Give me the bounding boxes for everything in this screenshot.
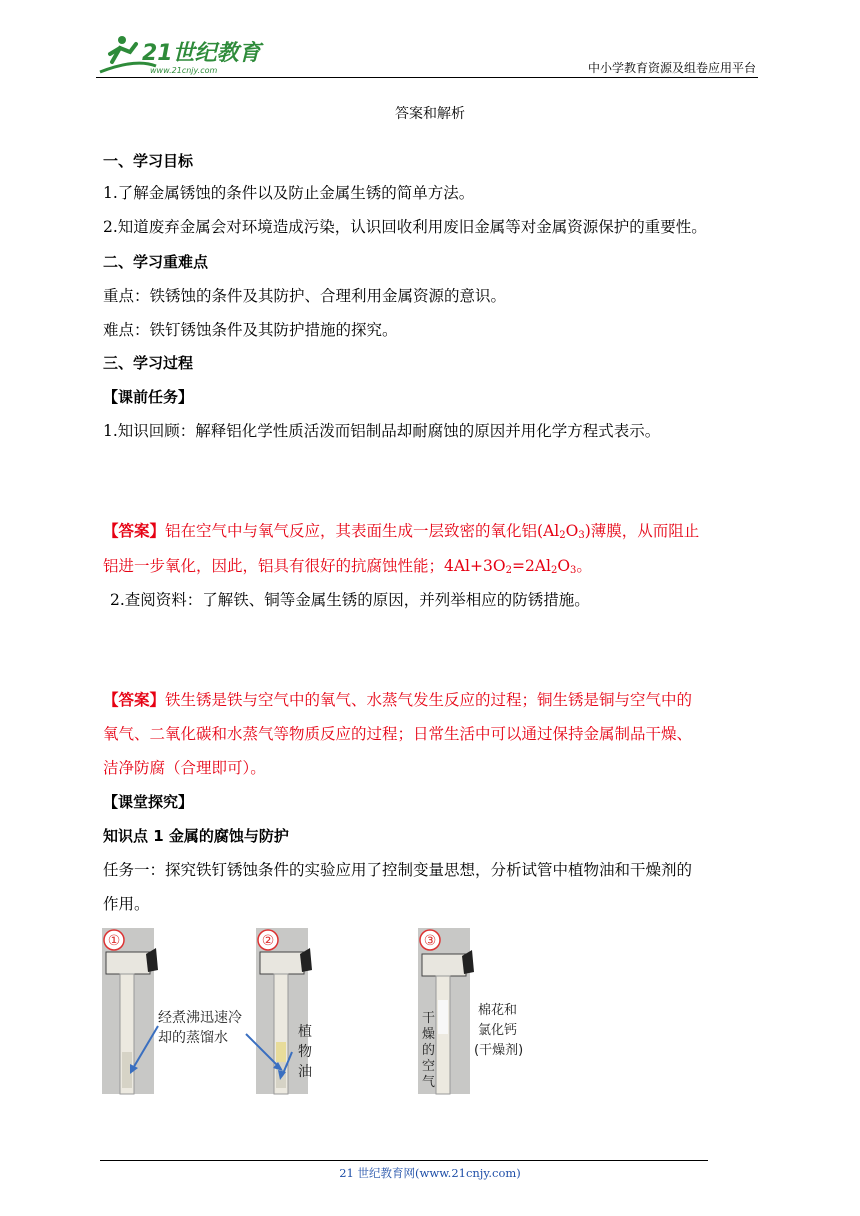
header-platform-text: 中小学教育资源及组卷应用平台 [587,61,756,75]
section-heading-process: 三、学习过程 [103,354,194,372]
task-1-line-2: 作用。 [103,895,150,913]
answer-2-line-1: 【答案】铁生锈是铁与空气中的氧气、水蒸气发生反应的过程；铜生锈是铜与空气中的 [103,690,693,709]
label-cotton-2: 氯化钙 [478,1023,518,1038]
label-dry-air-3: 的 [422,1043,436,1058]
label-cotton-3: (干燥剂) [474,1043,524,1058]
page-title: 答案和解析 [395,106,465,122]
answer-2-line-3: 洁净防腐（合理即可）。 [103,759,266,777]
site-logo [96,28,276,80]
answer-1-line-2: 铝进一步氧化，因此，铝具有很好的抗腐蚀性能；$4Al+3O_2=2Al_2O_3$。 [103,557,592,576]
label-dry-air-4: 空 [422,1059,436,1074]
section-heading-keypoints: 二、学习重难点 [103,253,209,271]
header-divider [96,77,758,78]
answer-1-line-1: 【答案】铝在空气中与氧气反应，其表面生成一层致密的氧化铝$(Al_2O_3)$薄膜，从而阻止 [103,521,700,541]
label-dry-air-5: 气 [422,1075,436,1090]
tube-3-number: ③ [423,933,437,949]
section-heading-goals: 一、学习目标 [103,152,194,170]
answer-2-line-2: 氧气、二氧化碳和水蒸气等物质反应的过程；日常生活中可以通过保持金属制品干燥、 [103,725,693,743]
logo-text: 21世纪教育 [142,41,261,66]
footer-divider [100,1160,708,1161]
keypoint-item-2: 难点：铁钉锈蚀条件及其防护措施的探究。 [103,321,398,339]
task-1-line-1: 任务一：探究铁钉锈蚀条件的实验应用了控制变量思想，分析试管中植物油和干燥剂的 [103,861,693,879]
experiment-figure [96,924,656,1096]
label-boiled-water-2: 却的蒸馏水 [158,1030,228,1046]
logo-url: www.21cnjy.com [150,66,218,75]
question-1: 1.知识回顾：解释铝化学性质活泼而铝制品却耐腐蚀的原因并用化学方程式表示。 [103,422,661,440]
goal-item-2: 2.知道废弃金属会对环境造成污染，认识回收利用废旧金属等对金属资源保护的重要性。 [103,218,707,236]
footer-text: 21 世纪教育网(www.21cnjy.com) [339,1166,521,1180]
keypoint-item-1: 重点：铁锈蚀的条件及其防护、合理利用金属资源的意识。 [103,287,507,305]
label-dry-air-1: 干 [422,1011,436,1026]
label-boiled-water-1: 经煮沸迅速冷 [158,1010,242,1026]
tube-2-number: ② [261,933,275,949]
label-oil-3: 油 [298,1064,312,1080]
class-explore-heading: 【课堂探究】 [103,793,194,811]
goal-item-1: 1.了解金属锈蚀的条件以及防止金属生锈的简单方法。 [103,184,475,202]
question-2: 2.查阅资料：了解铁、铜等金属生锈的原因，并列举相应的防锈措施。 [110,591,590,609]
knowledge-point-1: 知识点 1 金属的腐蚀与防护 [103,827,289,845]
tube-1-number: ① [107,933,121,949]
label-oil-2: 物 [298,1044,312,1060]
pre-task-heading: 【课前任务】 [103,388,194,406]
label-oil-1: 植 [298,1024,312,1040]
answer-label: 【答案】 [103,521,166,540]
label-cotton-1: 棉花和 [478,1003,518,1018]
label-dry-air-2: 燥 [422,1027,436,1042]
